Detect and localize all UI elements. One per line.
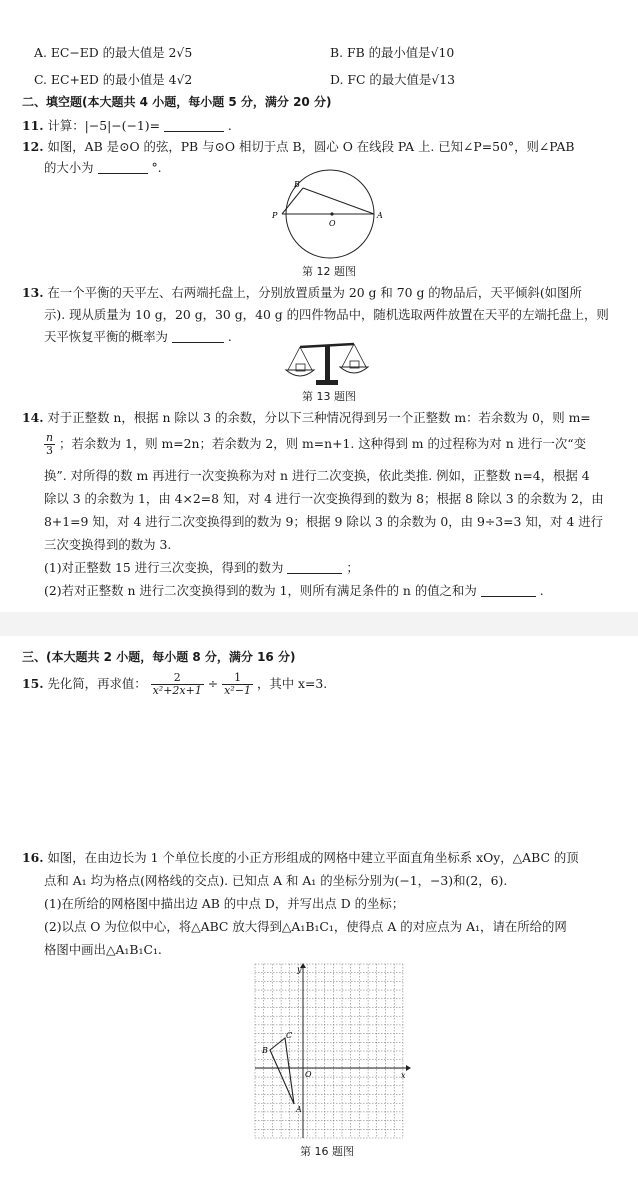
balance-left-string-b — [300, 347, 312, 370]
q14-sub1-text: (1)对正整数 15 进行三次变换，得到的数为 — [44, 560, 284, 575]
q14-text2: ；若余数为 1，则 m=2n；若余数为 2，则 m=n+1. 这种得到 m 的过程称为对 n 进行一次“变 — [59, 436, 586, 451]
q14-sub2 — [44, 581, 544, 599]
balance-right-string-b — [354, 344, 366, 367]
balance-right-string-a — [342, 344, 354, 367]
q13-balance-figure — [282, 340, 372, 388]
q12-answer-blank[interactable] — [98, 161, 148, 174]
q12-center-dot — [330, 212, 333, 215]
q13-text: 在一个平衡的天平左、右两端托盘上，分别放置质量为 20 g 和 70 g 的物品后，天平倾斜(如图所 — [47, 285, 582, 300]
q12-number: 12. — [22, 139, 44, 154]
q15-frac2-num: 1 — [222, 672, 253, 685]
page-separator — [0, 612, 638, 636]
q14-line4: 除以 3 的余数为 1，由 4×2=8 知，对 4 进行一次变换得到的数为 8；根据 8 除以 3 的余数为 2，由 — [44, 491, 604, 506]
q15-text: 先化简，再求值： — [47, 676, 147, 691]
q14-sub2-end: . — [539, 583, 544, 598]
point-label-b: B — [262, 1046, 268, 1055]
q12-label-o: O — [329, 219, 336, 228]
q16-text1: 如图，在由边长为 1 个单位长度的小正方形组成的网格中建立平面直角坐标系 xOy，△ABC 的顶 — [47, 850, 579, 865]
q14-sub2-text: (2)若对正整数 n 进行二次变换得到的数为 1，则所有满足条件的 n 的值之和为 — [44, 583, 477, 598]
question-15 — [22, 672, 327, 697]
q14-number: 14. — [22, 410, 44, 425]
axis-label-x: x — [401, 1071, 406, 1080]
q13-line1 — [22, 283, 582, 301]
question-11 — [22, 116, 232, 134]
q13-line2: 示). 现从质量为 10 g，20 g，30 g，40 g 的四件物品中，随机选取两件放置在天平的左端托盘上，则 — [44, 307, 609, 322]
section3-title: 三、(本大题共 2 小题，每小题 8 分，满分 16 分) — [22, 650, 296, 664]
q12-line1 — [22, 137, 575, 155]
x-axis-arrow — [406, 1065, 411, 1071]
point-label-a: A — [296, 1105, 302, 1114]
q14-line5: 8+1=9 知，对 4 进行二次变换得到的数为 9；根据 9 除以 3 的余数为 0，由 9÷3=3 知，对 4 进行 — [44, 514, 604, 529]
triangle-abc — [270, 1038, 294, 1104]
q11-text: 计算：|−5|−(−1)= — [47, 118, 160, 133]
q11-end: . — [227, 118, 232, 133]
q14-line3: 换”. 对所得的数 m 再进行一次变换称为对 n 进行二次变换，依此类推. 例如，正整数 n=4，根据 4 — [44, 468, 590, 483]
q13-line3 — [44, 327, 232, 345]
q15-frac2-den: x²−1 — [224, 684, 251, 697]
q13-end: . — [227, 329, 232, 344]
axis-label-y: y — [297, 965, 302, 974]
option-a: A. EC−ED 的最大值是 2√5 — [34, 45, 193, 60]
q12-label-p: P — [272, 211, 278, 220]
q16-sub2: (2)以点 O 为位似中心，将△ABC 放大得到△A₁B₁C₁，使得点 A 的对应点为 A₁，请在所给的网 — [44, 919, 567, 934]
q16-sub2b: 格图中画出△A₁B₁C₁. — [44, 942, 162, 957]
q13-number: 13. — [22, 285, 44, 300]
q16-caption: 第 16 题图 — [300, 1145, 354, 1158]
option-d: D. FC 的最大值是√13 — [330, 72, 456, 87]
q14-fraction-n-over-3 — [44, 432, 55, 457]
q15-frac1-num: 2 — [151, 672, 204, 685]
q15-number: 15. — [22, 676, 44, 691]
section2-title: 二、填空题(本大题共 4 小题，每小题 5 分，满分 20 分) — [22, 95, 332, 109]
q14-line2 — [44, 432, 586, 457]
q12-label-b: B — [294, 180, 300, 189]
q16-coordinate-grid[interactable] — [250, 962, 412, 1142]
q14-line1 — [22, 408, 591, 426]
q11-number: 11. — [22, 118, 44, 133]
q12-label-a: A — [377, 211, 383, 220]
q15-fraction-2 — [222, 672, 253, 697]
q13-text3: 天平恢复平衡的概率为 — [44, 329, 168, 344]
point-label-c: C — [286, 1031, 293, 1040]
q16-line1 — [22, 848, 579, 866]
q15-frac1-den: x²+2x+1 — [152, 684, 202, 697]
q12-circle-figure — [270, 168, 390, 260]
q12-caption: 第 12 题图 — [302, 265, 356, 278]
q16-number: 16. — [22, 850, 44, 865]
q14-sub1-end: ； — [346, 560, 359, 575]
q15-fraction-1 — [151, 672, 204, 697]
q15-tail: ，其中 x=3. — [256, 676, 328, 691]
q12-chord-ab — [303, 188, 374, 214]
q15-answer-area[interactable] — [22, 710, 616, 830]
q16-sub1: (1)在所给的网格图中描出边 AB 的中点 D，并写出点 D 的坐标； — [44, 896, 405, 911]
q12-text: 如图，AB 是⊙O 的弦，PB 与⊙O 相切于点 B，圆心 O 在线段 PA 上. 已知∠P=50°，则∠PAB — [47, 139, 575, 154]
option-c: C. EC+ED 的最小值是 4√2 — [34, 72, 193, 87]
q14-frac-numerator: n — [46, 431, 54, 444]
q15-divide: ÷ — [207, 676, 219, 691]
q12-end: °. — [151, 160, 162, 175]
q14-sub2-blank[interactable] — [481, 584, 536, 597]
q12-text2: 的大小为 — [44, 160, 94, 175]
q14-frac-denominator: 3 — [46, 444, 54, 457]
option-b: B. FB 的最小值是√10 — [330, 45, 455, 60]
q11-answer-blank[interactable] — [164, 119, 224, 132]
q13-caption: 第 13 题图 — [302, 390, 356, 403]
balance-base — [316, 380, 338, 385]
q14-text1: 对于正整数 n，根据 n 除以 3 的余数，分以下三种情况得到另一个正整数 m：若余数为 0，则 m= — [47, 410, 591, 425]
q14-sub1-blank[interactable] — [287, 561, 342, 574]
balance-pillar — [325, 345, 330, 381]
q13-answer-blank[interactable] — [172, 330, 224, 343]
q16-line2: 点和 A₁ 均为格点(网格线的交点). 已知点 A 和 A₁ 的坐标分别为(−1，−3)和(2，6). — [44, 873, 508, 888]
balance-left-string-a — [288, 347, 300, 370]
origin-label: O — [305, 1070, 312, 1079]
q12-line2 — [44, 158, 162, 176]
q14-line6: 三次变换得到的数为 3. — [44, 537, 172, 552]
q14-sub1 — [44, 558, 359, 576]
grid-lines — [255, 964, 403, 1138]
